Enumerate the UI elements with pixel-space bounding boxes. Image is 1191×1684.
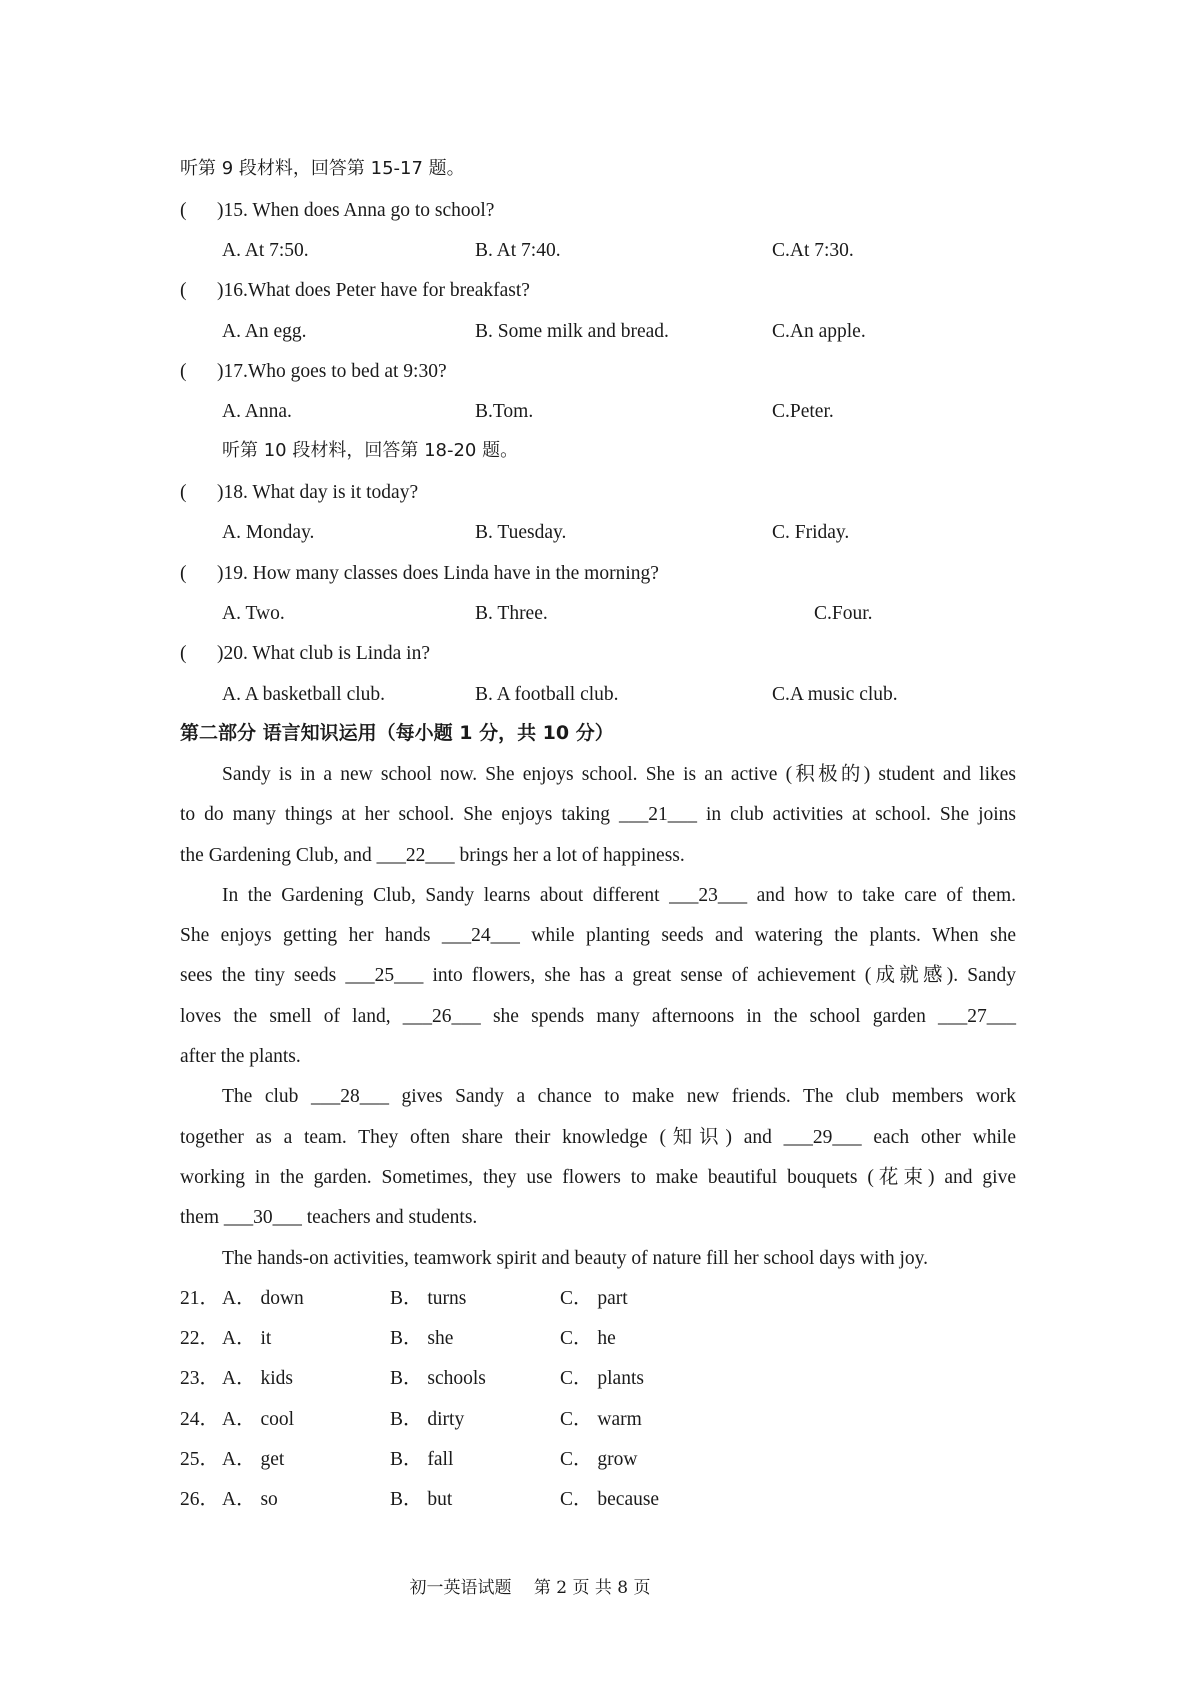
q15-option-a: A. At 7:50. <box>222 240 309 261</box>
option-b: B． she <box>390 1328 454 1349</box>
option-a: A． so <box>222 1489 278 1510</box>
answer-bracket-17: ( <box>180 361 187 382</box>
option-number: 24． <box>180 1409 220 1430</box>
answer-bracket-15: ( <box>180 200 187 221</box>
q16-option-a: A. An egg. <box>222 321 307 342</box>
passage-line-2: to do many things at her school. She enjoys taking ___21___ in club activities at school. She joins <box>180 804 1016 825</box>
passage-line-11: working in the garden. Sometimes, they use flowers to make beautiful bouquets (花束) and give <box>180 1167 1016 1188</box>
page-footer: 初一英语试题 第 2 页 共 8 页 <box>409 1578 651 1598</box>
q15-option-b: B. At 7:40. <box>475 240 561 261</box>
passage-line-6: sees the tiny seeds ___25___ into flowers, she has a great sense of achievement (成就感). Sandy <box>180 965 1016 986</box>
option-a: A． cool <box>222 1409 295 1430</box>
option-c: C． he <box>560 1328 616 1349</box>
passage-line-1: Sandy is in a new school now. She enjoys school. She is an active (积极的) student and likes <box>222 764 1016 785</box>
option-b: B． schools <box>390 1368 486 1389</box>
passage-line-4: In the Gardening Club, Sandy learns about different ___23___ and how to take care of them. <box>222 885 1016 906</box>
section-9-instruction: 听第 9 段材料，回答第 15-17 题。 <box>180 158 465 179</box>
option-a: A． down <box>222 1288 304 1309</box>
answer-bracket-19: ( <box>180 563 187 584</box>
passage-line-13: The hands-on activities, teamwork spirit and beauty of nature fill her school days with joy. <box>222 1248 928 1269</box>
option-b: B． fall <box>390 1449 454 1470</box>
q15-option-c: C.At 7:30. <box>772 240 854 261</box>
q19-option-c: C.Four. <box>814 603 873 624</box>
part-2-heading: 第二部分 语言知识运用（每小题 1 分，共 10 分） <box>180 722 614 744</box>
option-number: 25． <box>180 1449 220 1470</box>
question-18: )18. What day is it today? <box>217 482 419 503</box>
option-a: A． it <box>222 1328 272 1349</box>
passage-line-12: them ___30___ teachers and students. <box>180 1207 478 1228</box>
option-c: C． warm <box>560 1409 642 1430</box>
option-c: C． plants <box>560 1368 644 1389</box>
section-10-instruction: 听第 10 段材料，回答第 18-20 题。 <box>222 440 519 461</box>
passage-line-7: loves the smell of land, ___26___ she spends many afternoons in the school garden ___27___ <box>180 1006 1016 1027</box>
passage-line-5: She enjoys getting her hands ___24___ while planting seeds and watering the plants. When she <box>180 925 1016 946</box>
answer-bracket-18: ( <box>180 482 187 503</box>
q17-option-a: A. Anna. <box>222 401 292 422</box>
option-a: A． get <box>222 1449 285 1470</box>
option-number: 21． <box>180 1288 220 1309</box>
passage-line-3: the Gardening Club, and ___22___ brings her a lot of happiness. <box>180 845 685 866</box>
option-b: B． but <box>390 1489 453 1510</box>
passage-line-8: after the plants. <box>180 1046 301 1067</box>
question-16: )16.What does Peter have for breakfast? <box>217 280 530 301</box>
q20-option-a: A. A basketball club. <box>222 684 386 705</box>
q16-option-c: C.An apple. <box>772 321 866 342</box>
option-c: C． because <box>560 1489 660 1510</box>
q17-option-c: C.Peter. <box>772 401 834 422</box>
question-19: )19. How many classes does Linda have in the morning? <box>217 563 659 584</box>
answer-bracket-20: ( <box>180 643 187 664</box>
option-a: A． kids <box>222 1368 293 1389</box>
option-c: C． grow <box>560 1449 638 1470</box>
q20-option-b: B. A football club. <box>475 684 619 705</box>
option-number: 23． <box>180 1368 220 1389</box>
passage-line-10: together as a team. They often share their knowledge (知识) and ___29___ each other while <box>180 1127 1016 1148</box>
option-c: C． part <box>560 1288 628 1309</box>
q19-option-a: A. Two. <box>222 603 285 624</box>
option-number: 22． <box>180 1328 220 1349</box>
option-b: B． turns <box>390 1288 467 1309</box>
q18-option-c: C. Friday. <box>772 522 850 543</box>
question-15: )15. When does Anna go to school? <box>217 200 495 221</box>
question-20: )20. What club is Linda in? <box>217 643 431 664</box>
q17-option-b: B.Tom. <box>475 401 534 422</box>
q20-option-c: C.A music club. <box>772 684 898 705</box>
option-b: B． dirty <box>390 1409 465 1430</box>
q19-option-b: B. Three. <box>475 603 548 624</box>
q18-option-a: A. Monday. <box>222 522 315 543</box>
answer-bracket-16: ( <box>180 280 187 301</box>
question-17: )17.Who goes to bed at 9:30? <box>217 361 447 382</box>
option-number: 26． <box>180 1489 220 1510</box>
q16-option-b: B. Some milk and bread. <box>475 321 669 342</box>
q18-option-b: B. Tuesday. <box>475 522 567 543</box>
passage-line-9: The club ___28___ gives Sandy a chance to make new friends. The club members work <box>222 1086 1016 1107</box>
